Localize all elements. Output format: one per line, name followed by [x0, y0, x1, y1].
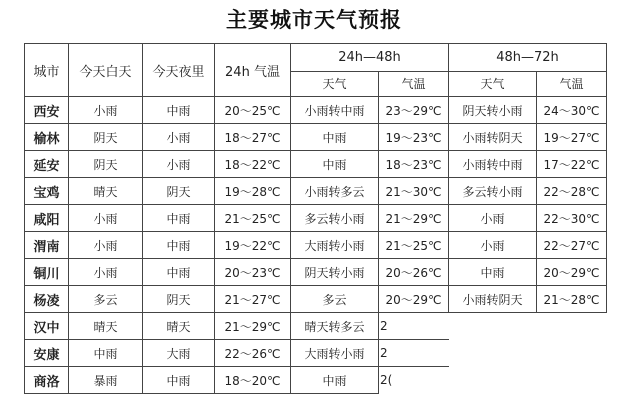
weather-48h-cell: 中雨 [291, 124, 379, 151]
temp-48h-cell: 20～29℃ [379, 286, 449, 313]
weather-48h-cell: 晴天转多云 [291, 313, 379, 340]
weather-48h-cell: 多云转小雨 [291, 205, 379, 232]
temp-24h-cell: 18～20℃ [215, 367, 291, 394]
table-row [25, 313, 607, 340]
weather-72h-cell: 多云转小雨 [449, 178, 537, 205]
table-row [25, 286, 607, 313]
temp-72h-cell: 19～27℃ [537, 124, 607, 151]
today-day-cell: 小雨 [69, 232, 143, 259]
city-cell: 宝鸡 [25, 178, 69, 205]
temp-72h-cell: 17～22℃ [537, 151, 607, 178]
subheader-temp-48: 气温 [379, 71, 449, 96]
table-row [25, 340, 607, 367]
today-day-cell: 暴雨 [69, 367, 143, 394]
table-row [25, 367, 607, 394]
weather-48h-cell: 大雨转小雨 [291, 340, 379, 367]
temp-48h-cell: 19～23℃ [379, 124, 449, 151]
temp-72h-cell: 22～30℃ [537, 205, 607, 232]
empty-area [449, 313, 607, 340]
temp-24h-cell: 21～25℃ [215, 205, 291, 232]
today-night-cell: 中雨 [143, 97, 215, 124]
temp-48h-cell: 20～26℃ [379, 259, 449, 286]
today-night-cell: 大雨 [143, 340, 215, 367]
empty-area [449, 340, 607, 367]
city-cell: 安康 [25, 340, 69, 367]
city-cell: 榆林 [25, 124, 69, 151]
weather-48h-cell: 大雨转小雨 [291, 232, 379, 259]
weather-table [24, 43, 607, 394]
table-row [25, 178, 607, 205]
header-today-day: 今天白天 [69, 44, 143, 97]
weather-72h-cell: 小雨 [449, 232, 537, 259]
city-cell: 铜川 [25, 259, 69, 286]
weather-48h-cell: 中雨 [291, 151, 379, 178]
today-day-cell: 多云 [69, 286, 143, 313]
table-row [25, 97, 607, 124]
temp-48h-cell: 23～29℃ [379, 97, 449, 124]
temp-24h-cell: 18～27℃ [215, 124, 291, 151]
weather-72h-cell: 小雨 [449, 205, 537, 232]
temp-72h-cell: 22～27℃ [537, 232, 607, 259]
today-night-cell: 小雨 [143, 124, 215, 151]
weather-48h-cell: 小雨转多云 [291, 178, 379, 205]
page-title: 主要城市天气预报 [226, 7, 402, 32]
subheader-weather-48: 天气 [291, 71, 379, 96]
weather-72h-cell: 小雨转阴天 [449, 286, 537, 313]
table-row [25, 124, 607, 151]
today-day-cell: 晴天 [69, 178, 143, 205]
weather-72h-cell: 小雨转中雨 [449, 151, 537, 178]
temp-48h-cell: 2 [379, 340, 449, 367]
weather-72h-cell: 阴天转小雨 [449, 97, 537, 124]
today-night-cell: 晴天 [143, 313, 215, 340]
today-day-cell: 小雨 [69, 259, 143, 286]
weather-48h-cell: 小雨转中雨 [291, 97, 379, 124]
header-24-48h: 24h—48h [291, 44, 449, 72]
temp-24h-cell: 19～22℃ [215, 232, 291, 259]
temp-24h-cell: 21～27℃ [215, 286, 291, 313]
today-day-cell: 小雨 [69, 97, 143, 124]
weather-48h-cell: 中雨 [291, 367, 379, 394]
temp-24h-cell: 20～25℃ [215, 97, 291, 124]
weather-72h-cell: 小雨转阴天 [449, 124, 537, 151]
today-night-cell: 中雨 [143, 205, 215, 232]
temp-48h-cell: 21～29℃ [379, 205, 449, 232]
temp-24h-cell: 22～26℃ [215, 340, 291, 367]
temp-48h-cell: 21～30℃ [379, 178, 449, 205]
city-cell: 渭南 [25, 232, 69, 259]
today-day-cell: 小雨 [69, 205, 143, 232]
temp-72h-cell: 24～30℃ [537, 97, 607, 124]
today-night-cell: 中雨 [143, 367, 215, 394]
today-night-cell: 中雨 [143, 232, 215, 259]
temp-24h-cell: 18～22℃ [215, 151, 291, 178]
temp-24h-cell: 21～29℃ [215, 313, 291, 340]
temp-48h-cell: 2 [379, 313, 449, 340]
table-row [25, 232, 607, 259]
temp-24h-cell: 20～23℃ [215, 259, 291, 286]
table-row [25, 259, 607, 286]
header-city: 城市 [25, 44, 69, 97]
header-today-night: 今天夜里 [143, 44, 215, 97]
weather-72h-cell: 中雨 [449, 259, 537, 286]
today-night-cell: 阴天 [143, 178, 215, 205]
temp-24h-cell: 19～28℃ [215, 178, 291, 205]
city-cell: 杨凌 [25, 286, 69, 313]
table-row [25, 205, 607, 232]
city-cell: 商洛 [25, 367, 69, 394]
temp-48h-cell: 18～23℃ [379, 151, 449, 178]
today-night-cell: 阴天 [143, 286, 215, 313]
temp-72h-cell: 20～29℃ [537, 259, 607, 286]
today-day-cell: 阴天 [69, 124, 143, 151]
subheader-weather-72: 天气 [449, 71, 537, 96]
city-cell: 延安 [25, 151, 69, 178]
header-48-72h: 48h—72h [449, 44, 607, 72]
header-row [25, 44, 607, 72]
temp-72h-cell: 22～28℃ [537, 178, 607, 205]
header-24h-temp: 24h 气温 [215, 44, 291, 97]
city-cell: 汉中 [25, 313, 69, 340]
weather-48h-cell: 多云 [291, 286, 379, 313]
today-day-cell: 阴天 [69, 151, 143, 178]
city-cell: 西安 [25, 97, 69, 124]
temp-72h-cell: 21～28℃ [537, 286, 607, 313]
today-night-cell: 中雨 [143, 259, 215, 286]
temp-48h-cell: 2( [379, 367, 449, 394]
city-cell: 咸阳 [25, 205, 69, 232]
temp-48h-cell: 21～25℃ [379, 232, 449, 259]
empty-area [449, 367, 607, 394]
subheader-temp-72: 气温 [537, 71, 607, 96]
today-day-cell: 中雨 [69, 340, 143, 367]
today-day-cell: 晴天 [69, 313, 143, 340]
today-night-cell: 小雨 [143, 151, 215, 178]
weather-48h-cell: 阴天转小雨 [291, 259, 379, 286]
table-row [25, 151, 607, 178]
